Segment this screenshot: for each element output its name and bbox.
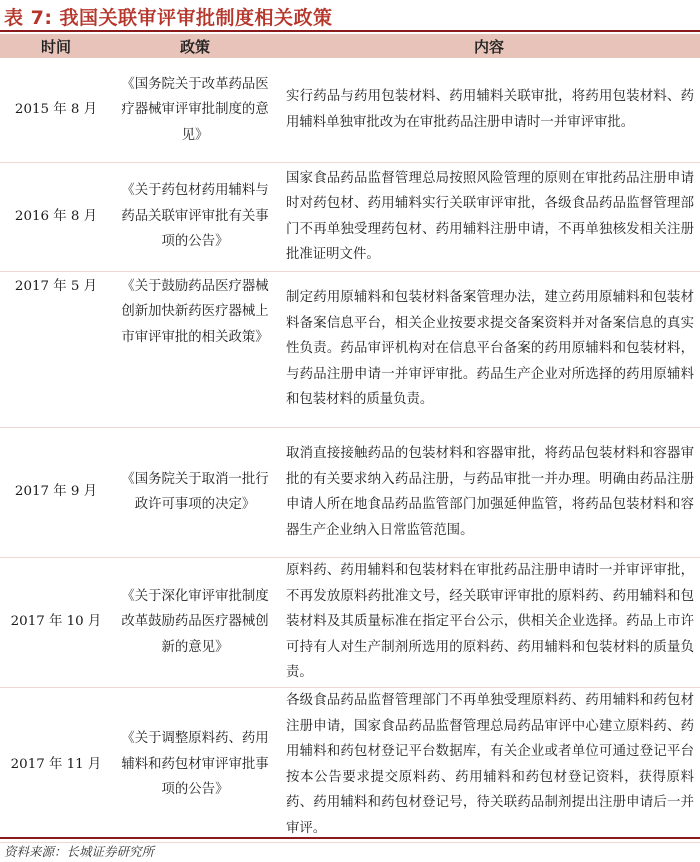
row-policy: 《国务院关于取消一批行政许可事项的决定》 [121,471,269,512]
row-content: 国家食品药品监督管理总局按照风险管理的原则在审批药品注册申请时对药包材、药用辅料实行关联审评审批，各级食品药品监督管理部门不再单独受理药包材、药用辅料注册申请，不再单独核发相关注册批准证明文件。 [286,170,694,262]
row-policy: 《关于鼓励药品医疗器械创新加快新药医疗器械上市审评审批的相关政策》 [121,278,269,345]
row-content: 各级食品药品监督管理部门不再单独受理原料药、药用辅料和药包材注册申请，国家食品药品监督管理总局药品审评中心建立原料药、药用辅料和药包材登记平台数据库，有关企业或者单位可通过登记平台按本公告要求提交原料药、药用辅料和药包材登记资料，获得原料药、药用辅料和药包材登记号，待关联药品制剂提出注册申请后一并审评。 [286,693,694,836]
row-policy: 《关于深化审评审批制度改革鼓励药品医疗器械创新的意见》 [121,588,269,655]
table-row [0,557,700,687]
row-policy: 《关于调整原料药、药用辅料和药包材审评审批事项的公告》 [121,731,269,798]
row-content: 制定药用原辅料和包装材料备案管理办法，建立药用原辅料和包装材料备案信息平台，相关企业按要求提交备案资料并对备案信息的真实性负责。药品审评机构对在信息平台备案的药用原辅料和包装材料，与药品注册申请一并审评审批。药品生产企业对所选择的药用原辅料和包装材料的质量负责。 [286,290,694,408]
row-content: 取消直接接触药品的包装材料和容器审批，将药品包装材料和容器审批的有关要求纳入药品注册，与药品审批一并办理。明确由药品注册申请人所在地食品药品监管部门加强延伸监管，将药品包装材料和容器生产企业纳入日常监管范围。 [286,446,694,538]
source-footer [0,837,700,862]
row-time: 2017 年 9 月 [14,484,98,500]
policy-table [0,34,700,843]
row-policy: 《关于药包材药用辅料与药品关联审评审批有关事项的公告》 [121,183,269,250]
row-time: 2017 年 10 月 [10,614,102,630]
header-policy: 政策 [112,34,278,58]
table-row [0,58,700,162]
header-content: 内容 [278,34,700,58]
header-time: 时间 [0,34,112,58]
table-row [0,427,700,557]
table-title: 表 7: 我国关联审评审批制度相关政策 [4,7,333,29]
row-content: 原料药、药用辅料和包装材料在审批药品注册申请时一并审评审批，不再发放原料药批准文号，经关联审评审批的原料药、药用辅料和包装材料及其质量标准在指定平台公示，供相关企业选择。药品上市许可持有人对生产制剂所选用的原料药、药用辅料和包装材料的质量负责。 [286,563,694,681]
table-title-bar [0,0,700,32]
row-content: 实行药品与药用包装材料、药用辅料关联审批，将药用包装材料、药用辅料单独审批改为在审批药品注册申请时一并审评审批。 [286,89,694,130]
row-time: 2015 年 8 月 [14,102,98,117]
table-row [0,687,700,842]
row-time: 2017 年 11 月 [10,756,102,772]
row-time: 2016 年 8 月 [14,208,98,224]
source-note: 资料来源：长城证券研究所 [4,844,155,859]
table-row [0,271,700,427]
table-header-row [0,34,700,58]
table-row [0,162,700,271]
row-time: 2017 年 5 月 [14,278,98,294]
row-policy: 《国务院关于改革药品医疗器械审评审批制度的意见》 [121,76,269,143]
